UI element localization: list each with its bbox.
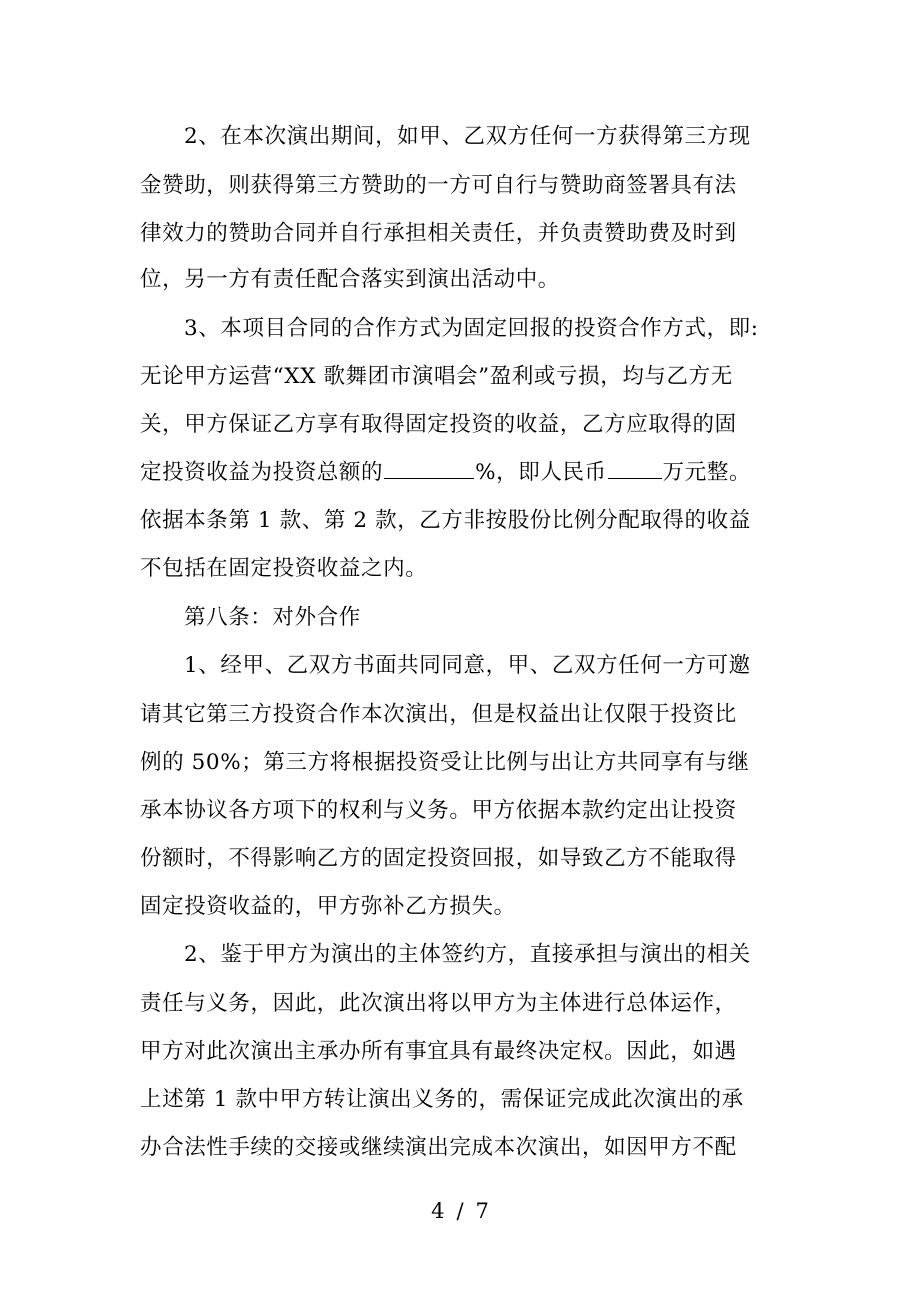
investment-return-suffix: 万元整。 [662,460,752,485]
paragraph-2-line-2: 金赞助，则获得第三方赞助的一方可自行与赞助商签署具有法 [140,173,737,198]
article-8-p1-line-6: 固定投资收益的，甲方弥补乙方损失。 [140,894,516,919]
paragraph-2-line-4: 位，另一方有责任配合落实到演出活动中。 [140,267,560,292]
article-8-heading: 第八条：对外合作 [184,605,361,630]
page-separator: / [456,1199,464,1223]
investment-return-middle: %，即人民币 [475,460,607,485]
article-8-p1-line-5: 份额时，不得影响乙方的固定投资回报，如导致乙方不能取得 [140,846,737,871]
article-8-p1-line-3: 例的 50%；第三方将根据投资受让比例与出让方共同享有与继 [140,750,750,775]
current-page-number: 4 [431,1199,445,1223]
paragraph-2-line-1: 2、在本次演出期间，如甲、乙双方任何一方获得第三方现 [184,124,751,149]
article-8-p1-line-1: 1、经甲、乙双方书面共同同意，甲、乙双方任何一方可邀 [184,653,751,678]
article-8-p2-line-4: 上述第 1 款中甲方转让演出义务的，需保证完成此次演出的承 [140,1087,744,1112]
paragraph-2-line-3: 律效力的赞助合同并自行承担相关责任，并负责赞助费及时到 [140,221,737,246]
article-8-p2-line-5: 办合法性手续的交接或继续演出完成本次演出，如因甲方不配 [140,1135,737,1160]
paragraph-3-line-1: 3、本项目合同的合作方式为固定回报的投资合作方式，即: [184,316,759,341]
page-number [0,1196,920,1226]
article-8-p1-line-2: 请其它第三方投资合作本次演出，但是权益出让仅限于投资比 [140,702,737,727]
article-8-p2-line-1: 2、鉴于甲方为演出的主体签约方，直接承担与演出的相关 [184,942,751,967]
paragraph-3-line-3: 关，甲方保证乙方享有取得固定投资的收益，乙方应取得的固 [140,412,737,437]
paragraph-3-line-6: 不包括在固定投资收益之内。 [140,556,428,581]
amount-blank [608,458,662,479]
percentage-blank [384,458,474,479]
article-8-p2-line-2: 责任与义务，因此，此次演出将以甲方为主体进行总体运作， [140,991,737,1016]
article-8-p2-line-3: 甲方对此次演出主承办所有事宜具有最终决定权。因此，如遇 [140,1039,737,1064]
investment-return-prefix: 定投资收益为投资总额的 [140,460,384,485]
paragraph-3-line-4 [140,458,751,488]
total-pages-number: 7 [475,1199,489,1223]
article-8-p1-line-4: 承本协议各方项下的权利与义务。甲方依据本款约定出让投资 [140,798,737,823]
paragraph-3-line-5: 依据本条第 1 款、第 2 款，乙方非按股份比例分配取得的收益 [140,508,751,533]
paragraph-3-line-2: 无论甲方运营“XX 歌舞团市演唱会”盈利或亏损，均与乙方无 [140,364,733,389]
